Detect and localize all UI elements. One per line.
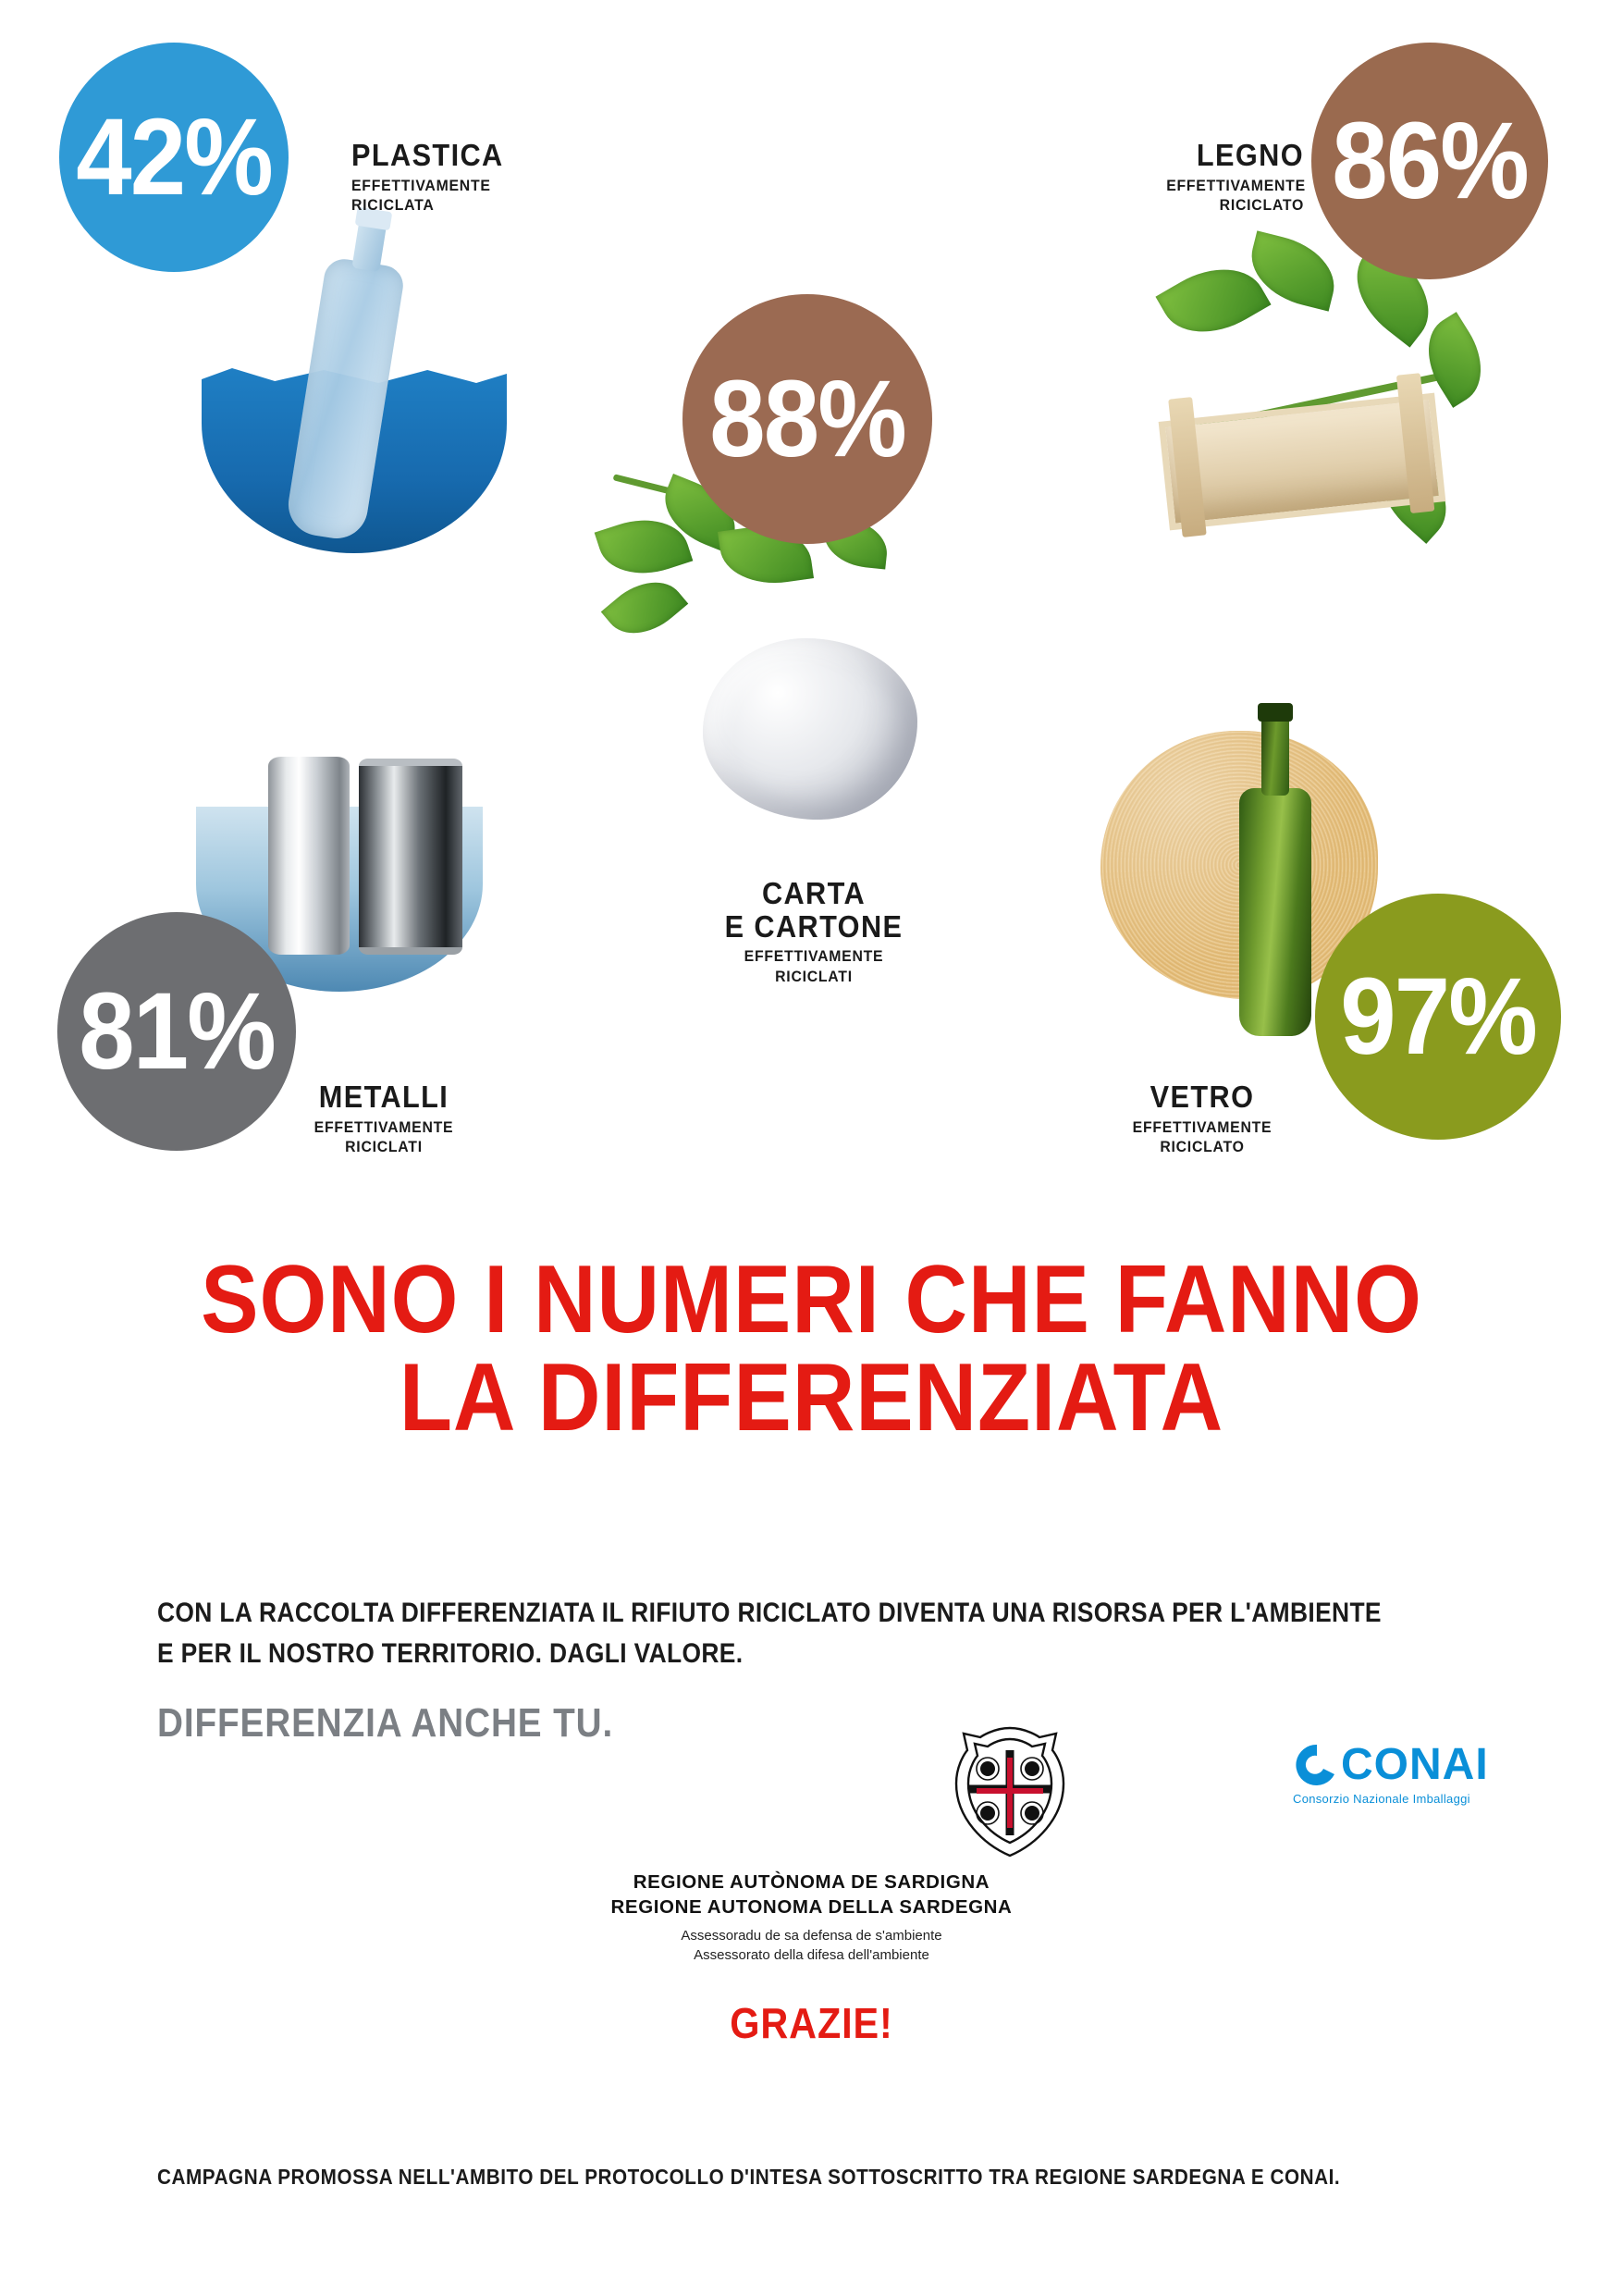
conai-logo — [1293, 1739, 1489, 1806]
metalli-label — [259, 1080, 509, 1156]
legno-sub-line2: RICICLATO — [1219, 195, 1304, 214]
grazie-text: GRAZIE! — [730, 1999, 893, 2047]
carta-percent-badge — [682, 294, 932, 544]
headline-line-1: SONO I NUMERI CHE FANNO — [201, 1246, 1422, 1353]
body-copy — [157, 1593, 1427, 1673]
aluminium-can-image — [268, 757, 350, 955]
plastica-name: PLASTICA — [351, 138, 504, 172]
headline-line-2: LA DIFFERENZIATA — [399, 1344, 1224, 1452]
carta-percent-value: 88% — [709, 358, 905, 480]
assessorato-italiano: Assessorato della difesa dell'ambiente — [694, 1946, 929, 1963]
legno-label — [1156, 139, 1304, 215]
conai-mark-icon — [1293, 1741, 1341, 1789]
vetro-sub-line2: RICICLATO — [1160, 1137, 1245, 1155]
plastica-label — [351, 139, 515, 215]
regione-name-sardo: REGIONE AUTÒNOMA DE SARDIGNA — [633, 1871, 990, 1893]
metalli-name: METALLI — [318, 1080, 449, 1114]
carta-label — [647, 877, 980, 986]
legno-percent-badge — [1311, 43, 1548, 279]
legno-percent-value: 86% — [1332, 100, 1528, 222]
regione-name-italiano: REGIONE AUTONOMA DELLA SARDEGNA — [610, 1895, 1013, 1918]
metalli-percent-value: 81% — [79, 970, 275, 1092]
vetro-sub-line1: EFFETTIVAMENTE — [1132, 1117, 1273, 1136]
plastica-sub-line1: EFFETTIVAMENTE — [351, 176, 491, 194]
footnote: CAMPAGNA PROMOSSA NELL'AMBITO DEL PROTOCOLLO D'INTESA SOTTOSCRITTO TRA REGIONE SARDEGNA E CONAI. — [157, 2165, 1341, 2189]
tin-can-image — [359, 759, 462, 955]
headline — [81, 1246, 1543, 1452]
regione-sardegna-names — [0, 1870, 1623, 1965]
vetro-label — [1064, 1080, 1341, 1156]
vetro-percent-badge — [1315, 894, 1561, 1140]
vetro-percent-value: 97% — [1340, 956, 1536, 1078]
conai-tagline: Consorzio Nazionale Imballaggi — [1293, 1792, 1470, 1806]
legno-name: LEGNO — [1196, 138, 1304, 172]
crumpled-paper-image — [703, 638, 917, 820]
metalli-sub-line2: RICICLATI — [345, 1137, 423, 1155]
carta-name-line2: E CARTONE — [724, 908, 904, 944]
assessorato-sardo: Assessoradu de sa defensa de s'ambiente — [681, 1928, 942, 1944]
carta-sub-line1: EFFETTIVAMENTE — [744, 947, 884, 966]
plastica-sub-line2: RICICLATA — [351, 195, 435, 214]
call-to-action: DIFFERENZIA ANCHE TU. — [157, 1700, 614, 1746]
metalli-sub-line1: EFFETTIVAMENTE — [314, 1117, 454, 1136]
plastica-percent-value: 42% — [76, 96, 272, 218]
plastica-percent-badge — [59, 43, 289, 272]
regione-sardegna-emblem-icon — [936, 1722, 1084, 1852]
conai-wordmark: CONAI — [1341, 1740, 1489, 1789]
legno-sub-line1: EFFETTIVAMENTE — [1166, 176, 1306, 194]
carta-sub-line2: RICICLATI — [775, 967, 853, 985]
carta-name-line1: CARTA — [761, 876, 867, 910]
vetro-name: VETRO — [1150, 1080, 1255, 1114]
body-line-2: E PER IL NOSTRO TERRITORIO. DAGLI VALORE. — [157, 1637, 744, 1669]
body-line-1: CON LA RACCOLTA DIFFERENZIATA IL RIFIUTO RICICLATO DIVENTA UNA RISORSA PER L'AMBIENTE — [157, 1598, 1382, 1628]
glass-bottle-image — [1239, 788, 1311, 1036]
